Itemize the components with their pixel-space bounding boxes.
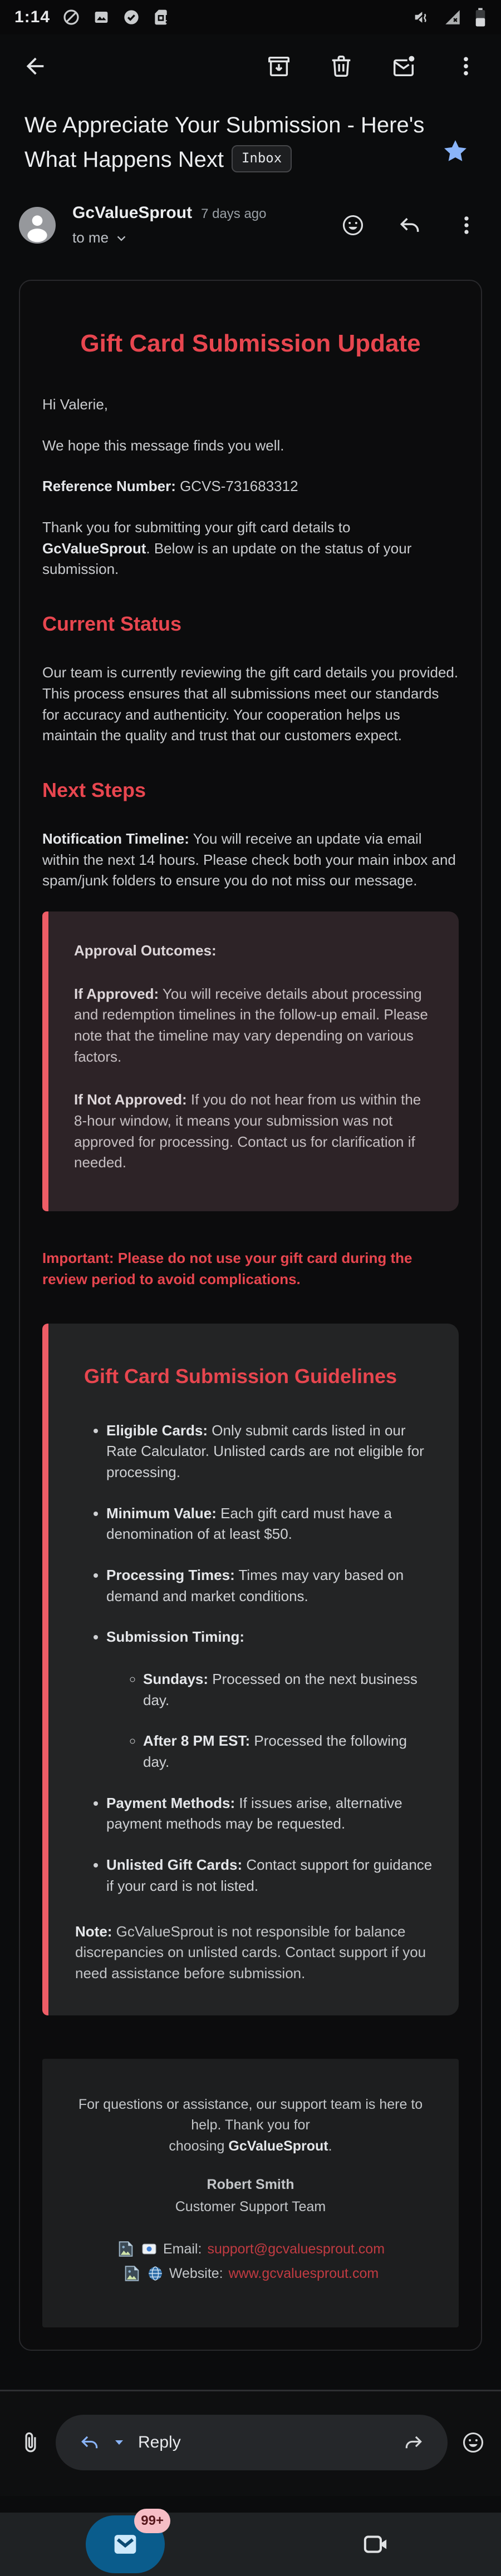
battery-icon xyxy=(474,7,487,27)
video-camera-icon xyxy=(361,2529,391,2559)
bottom-nav xyxy=(0,2513,501,2576)
important-warning: Important: Please do not use your gift card during the review period to avoid complications. xyxy=(42,1250,412,1287)
email-title: Gift Card Submission Update xyxy=(80,330,421,357)
list-item: • Eligible Cards: Only submit cards listed in our Rate Calculator. Unlisted cards are not eligible for processing. xyxy=(106,1420,435,1483)
broken-image-icon xyxy=(122,2264,141,2283)
signer-name: Robert Smith xyxy=(207,2177,294,2193)
recipient-label: to me xyxy=(72,229,109,246)
approval-heading: Approval Outcomes: xyxy=(74,942,217,959)
subject-title xyxy=(24,108,441,177)
mail-icon xyxy=(109,2528,141,2560)
list-item: • Minimum Value: Each gift card must have a denomination of at least $50. xyxy=(106,1503,435,1545)
greeting: Hi Valerie, xyxy=(42,396,109,413)
approval-outcomes-callout xyxy=(42,911,459,1211)
subject-text: We Appreciate Your Submission - Here's What Happens Next xyxy=(24,113,425,172)
guidelines-note: Note: GcValueSprout is not responsible for balance discrepancies on unlisted cards. Contact support if you need assistance before submission. xyxy=(75,1923,426,1981)
reply-input[interactable] xyxy=(56,2415,448,2470)
attachment-icon[interactable] xyxy=(19,2431,42,2454)
status-time: 1:14 xyxy=(14,8,51,26)
tab-meet[interactable] xyxy=(250,2529,501,2559)
reference-value: GCVS-731683312 xyxy=(175,478,298,495)
reply-placeholder: Reply xyxy=(138,2433,181,2452)
subject-row xyxy=(0,93,501,177)
sender-name[interactable]: GcValueSprout xyxy=(72,204,193,222)
guidelines-heading: Gift Card Submission Guidelines xyxy=(84,1364,397,1388)
tab-mail[interactable] xyxy=(0,2515,250,2573)
check-circle-icon xyxy=(122,8,140,26)
contact-website-line xyxy=(73,2264,428,2283)
sent-time: 7 days ago xyxy=(201,206,267,221)
brand-name: GcValueSprout xyxy=(42,539,146,557)
overflow-menu-icon[interactable] xyxy=(453,53,479,79)
vibrate-icon xyxy=(412,8,431,27)
delete-icon[interactable] xyxy=(328,53,354,79)
reply-section xyxy=(0,2390,501,2496)
list-item: • Submission Timing: ◦ Sundays: Processed on the next business day. ◦ After 8 PM EST: Processed the following day. xyxy=(106,1627,435,1772)
thanks-post: . Below is an update on the status of your submission. xyxy=(42,539,412,578)
back-icon[interactable] xyxy=(22,53,48,79)
recipient-toggle[interactable] xyxy=(72,229,341,246)
website-label: Website: xyxy=(169,2265,223,2281)
email-emoji-icon xyxy=(141,2241,158,2257)
footer-line1: For questions or assistance, our support team is here to help. Thank you for choosing GcValueSprout. xyxy=(78,2096,423,2154)
unread-count-badge: 99+ xyxy=(134,2509,170,2533)
timeline-label: Notification Timeline: xyxy=(42,830,189,847)
list-item: • Payment Methods: If issues arise, alternative payment methods may be requested. xyxy=(106,1793,435,1835)
support-email-link[interactable]: support@gcvaluesprout.com xyxy=(207,2241,385,2257)
status-bar xyxy=(0,0,501,34)
if-not-approved: If Not Approved: If you do not hear from us within the 8-hour window, it means your submission was not approved for processing. Contact us for clarification if needed. xyxy=(74,1091,421,1171)
chevron-down-icon xyxy=(114,231,129,245)
guidelines-sublist xyxy=(106,1669,435,1773)
email-footer xyxy=(42,2059,459,2328)
current-status-body: Our team is currently reviewing the gift card details you provided. This process ensures that all submissions meet our standards for accuracy and authenticity. Your cooperation helps us maintain the quality and trust that our customers expect. xyxy=(42,664,459,744)
next-steps-heading: Next Steps xyxy=(42,778,146,801)
list-item: • Processing Times: Times may vary based on demand and market conditions. xyxy=(106,1565,435,1607)
reply-arrow-icon xyxy=(79,2432,100,2453)
current-status-heading: Current Status xyxy=(42,612,182,636)
email-label: Email: xyxy=(163,2241,202,2257)
reference-line xyxy=(42,476,459,497)
timeline-text: You will receive an update via email within the next 14 hours. Please check both your main inbox and spam/junk folders to ensure you do not miss our message. xyxy=(42,830,456,889)
intro-line: We hope this message finds you well. xyxy=(42,437,284,454)
image-status-icon xyxy=(92,8,110,26)
mark-unread-icon[interactable] xyxy=(391,53,416,79)
message-overflow-icon[interactable] xyxy=(454,213,479,237)
reply-dropdown-icon[interactable] xyxy=(112,2436,126,2449)
signal-off-icon xyxy=(443,8,462,27)
star-button[interactable] xyxy=(441,108,480,177)
footer-brand: GcValueSprout xyxy=(228,2138,328,2154)
forward-icon[interactable] xyxy=(403,2432,424,2453)
broken-image-icon xyxy=(116,2240,135,2258)
website-link[interactable]: www.gcvaluesprout.com xyxy=(228,2265,379,2281)
reference-label: Reference Number: xyxy=(42,478,176,495)
thanks-pre: Thank you for submitting your gift card details to xyxy=(42,519,351,536)
guidelines-list xyxy=(72,1420,435,1897)
email-body-card xyxy=(19,280,482,2351)
if-approved: If Approved: You will receive details about processing and redemption timelines in the follow-up email. Please note that the timeline may vary depending on various factors. xyxy=(74,985,428,1065)
globe-icon xyxy=(147,2265,164,2282)
list-item: ◦ After 8 PM EST: Processed the following day. xyxy=(143,1731,435,1772)
do-not-disturb-icon xyxy=(62,8,80,26)
list-item: ◦ Sundays: Processed on the next business day. xyxy=(143,1669,435,1711)
mail-active-pill xyxy=(86,2515,165,2573)
archive-icon[interactable] xyxy=(266,53,292,79)
guidelines-box xyxy=(42,1324,459,2015)
thanks-paragraph xyxy=(42,517,459,580)
contact-email-line xyxy=(73,2240,428,2258)
list-item: • Unlisted Gift Cards: Contact support for guidance if your card is not listed. xyxy=(106,1855,435,1896)
emoji-reaction-icon[interactable] xyxy=(341,213,365,237)
notification-timeline xyxy=(42,829,459,891)
sim-alert-icon xyxy=(153,8,169,26)
emoji-picker-icon[interactable] xyxy=(461,2430,485,2455)
reply-icon[interactable] xyxy=(397,213,422,237)
app-bar xyxy=(0,34,501,93)
inbox-label-chip[interactable]: Inbox xyxy=(232,145,292,172)
star-icon xyxy=(441,137,470,166)
avatar[interactable] xyxy=(19,207,56,244)
sender-row xyxy=(0,177,501,246)
signer-team: Customer Support Team xyxy=(175,2198,326,2215)
